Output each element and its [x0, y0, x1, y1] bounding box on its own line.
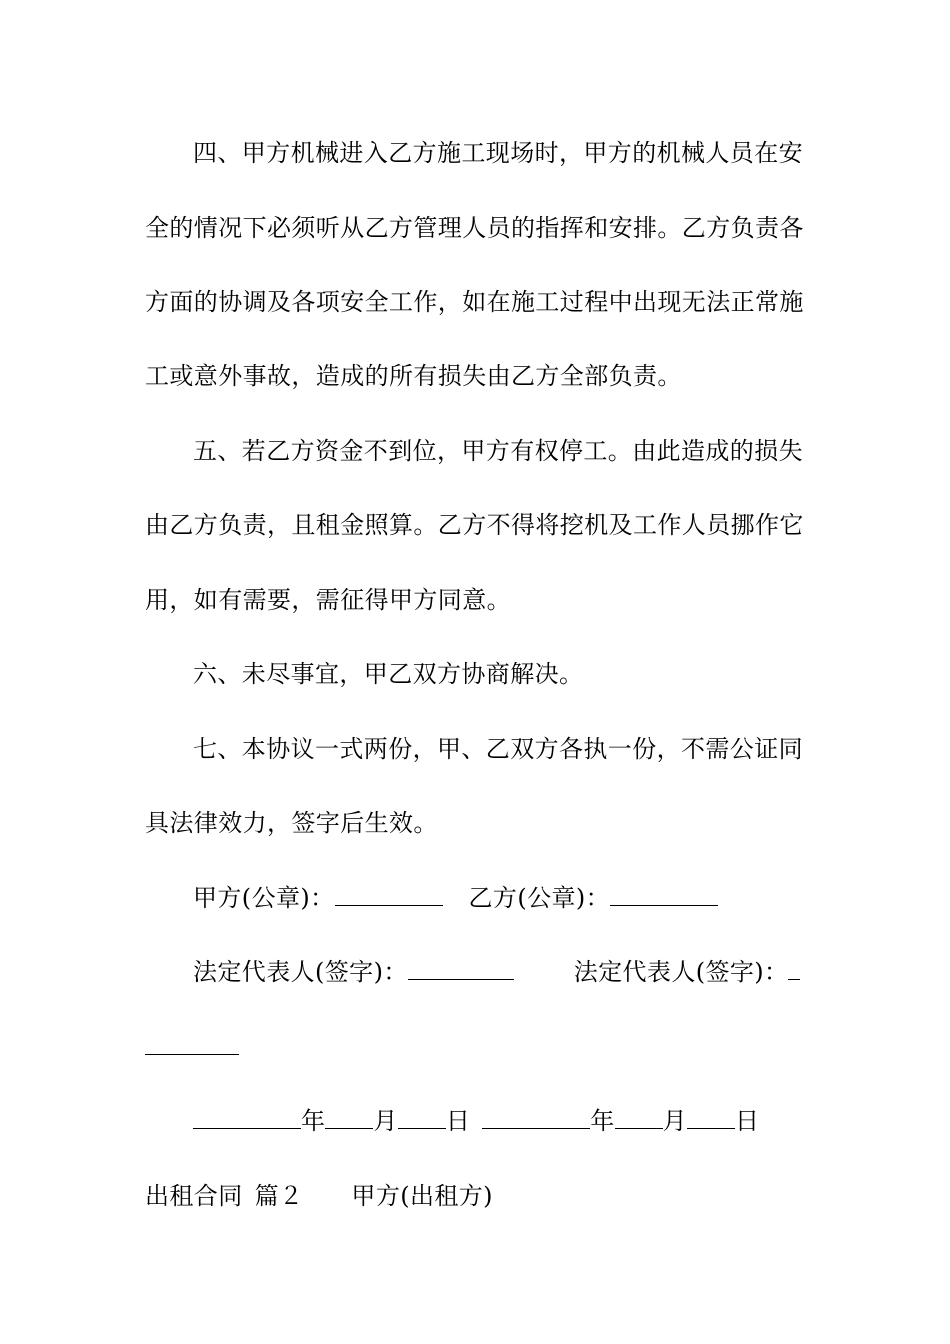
date-a-year-blank[interactable]	[193, 1106, 301, 1129]
date-row	[193, 1106, 759, 1136]
date-b-day-label: 日	[735, 1107, 760, 1135]
representative-row	[193, 957, 800, 987]
date-a-year-label: 年	[301, 1107, 326, 1135]
date-a-day-label: 日	[445, 1107, 471, 1135]
paragraph-6-line-1: 六、未尽事宜，甲乙双方协商解决。	[193, 660, 584, 688]
rep-a-blank[interactable]	[408, 957, 514, 980]
next-section-row	[145, 1181, 493, 1211]
date-b-year-blank[interactable]	[482, 1106, 590, 1129]
rep-a-label: 法定代表人(签字)：	[193, 958, 408, 986]
rep-b-label: 法定代表人(签字)：	[573, 958, 789, 986]
paragraph-7-line-2: 具法律效力，签字后生效。	[145, 809, 438, 837]
paragraph-5-line-3: 用，如有需要，需征得甲方同意。	[145, 586, 511, 614]
date-b-year-label: 年	[590, 1107, 615, 1135]
representative-continuation	[145, 1032, 239, 1062]
paragraph-7-line-1: 七、本协议一式两份，甲、乙双方各执一份，不需公证同	[193, 735, 803, 763]
party-a-seal-blank[interactable]	[335, 883, 443, 906]
paragraph-4-line-3: 方面的协调及各项安全工作，如在施工过程中出现无法正常施	[145, 288, 804, 316]
paragraph-4-line-2: 全的情况下必须听从乙方管理人员的指挥和安排。乙方负责各	[145, 214, 804, 242]
section-title: 出租合同	[145, 1182, 243, 1210]
seal-row	[193, 883, 718, 913]
section-number: 篇２	[254, 1182, 304, 1210]
party-a-lessor-label: 甲方(出租方)	[351, 1182, 493, 1210]
rep-b-blank-start[interactable]	[788, 957, 800, 980]
date-b-month-label: 月	[662, 1107, 688, 1135]
paragraph-5-line-2: 由乙方负责，且租金照算。乙方不得将挖机及工作人员挪作它	[145, 511, 804, 539]
date-a-month-label: 月	[373, 1107, 398, 1135]
date-a-day-blank[interactable]	[398, 1106, 446, 1129]
date-b-day-blank[interactable]	[687, 1106, 735, 1129]
paragraph-4-line-1: 四、甲方机械进入乙方施工现场时，甲方的机械人员在安	[193, 139, 803, 167]
party-a-seal-label: 甲方(公章)：	[193, 884, 335, 912]
date-a-month-blank[interactable]	[325, 1106, 373, 1129]
party-b-seal-label: 乙方(公章)：	[468, 884, 611, 912]
paragraph-4-line-4: 工或意外事故，造成的所有损失由乙方全部负责。	[145, 362, 682, 390]
rep-b-blank-end[interactable]	[145, 1032, 239, 1055]
party-b-seal-blank[interactable]	[610, 883, 718, 906]
paragraph-5-line-1: 五、若乙方资金不到位，甲方有权停工。由此造成的损失	[193, 437, 803, 465]
date-b-month-blank[interactable]	[615, 1106, 663, 1129]
